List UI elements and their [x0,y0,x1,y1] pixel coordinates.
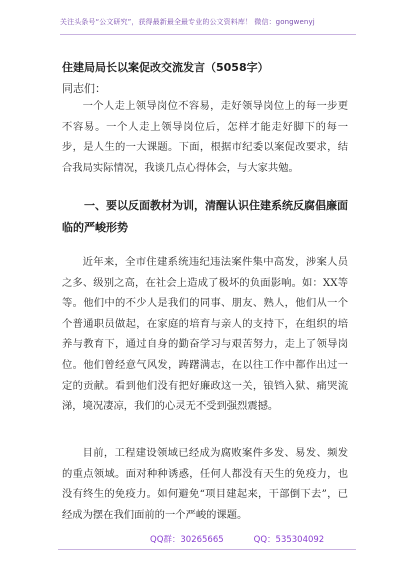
section-heading: 一、要以反面教材为训，清醒认识住建系统反腐倡廉面临的严峻形势 [62,199,348,234]
paragraph-current: 目前，工程建设领域已经成为腐败案件多发、易发、频发的重点领域。面对种种诱惑，任何人都没有天生的免疫力，也没有终生的免疫力。如何避免“项目建起来，干部倒下去”，已经成为摆在我们面前的一个严峻的课题。 [62,447,348,521]
salutation: 同志们： [62,82,106,95]
header-divider [60,34,356,35]
footer-qq: QQ：535304092 [253,535,325,545]
paragraph-situation: 近年来，全市住建系统违纪违法案件集中高发，涉案人员之多、级别之高，在社会上造成了极坏的负面影响。如：XX等等。他们中的不少人是我们的同事、朋友、熟人，他们从一个个普通职员做起，在家庭的培育与亲人的支持下，在组织的培养与教育下，通过自身的勤奋学习与艰苦努力，走上了领导岗位。他们曾经意气风发，踌躇满志，在以往工作中都作出过一定的贡献。看到他们没有把好廉政这一关，锒铛入狱、痛哭流涕，境况凄凉，我们的心灵无不受到强烈震撼。 [62,256,348,413]
document-title: 住建局局长以案促改交流发言（5058字） [62,61,269,74]
paragraph-intro: 一个人走上领导岗位不容易，走好领导岗位上的每一步更不容易。一个人走上领导岗位后，怎样才能走好脚下的每一步，是人生的一大课题。下面，根据市纪委以案促改要求，结合我局实际情况，我谈几点心得体会，与大家共勉。 [62,100,348,174]
footer-contact [150,533,324,545]
footer-qq-group: QQ群：30265665 [150,535,224,545]
header-banner: 关注头条号“公文研究”，获得最新最全最专业的公文资料库！ 微信：gongwenyj [60,18,315,26]
footer-divider [58,549,356,550]
